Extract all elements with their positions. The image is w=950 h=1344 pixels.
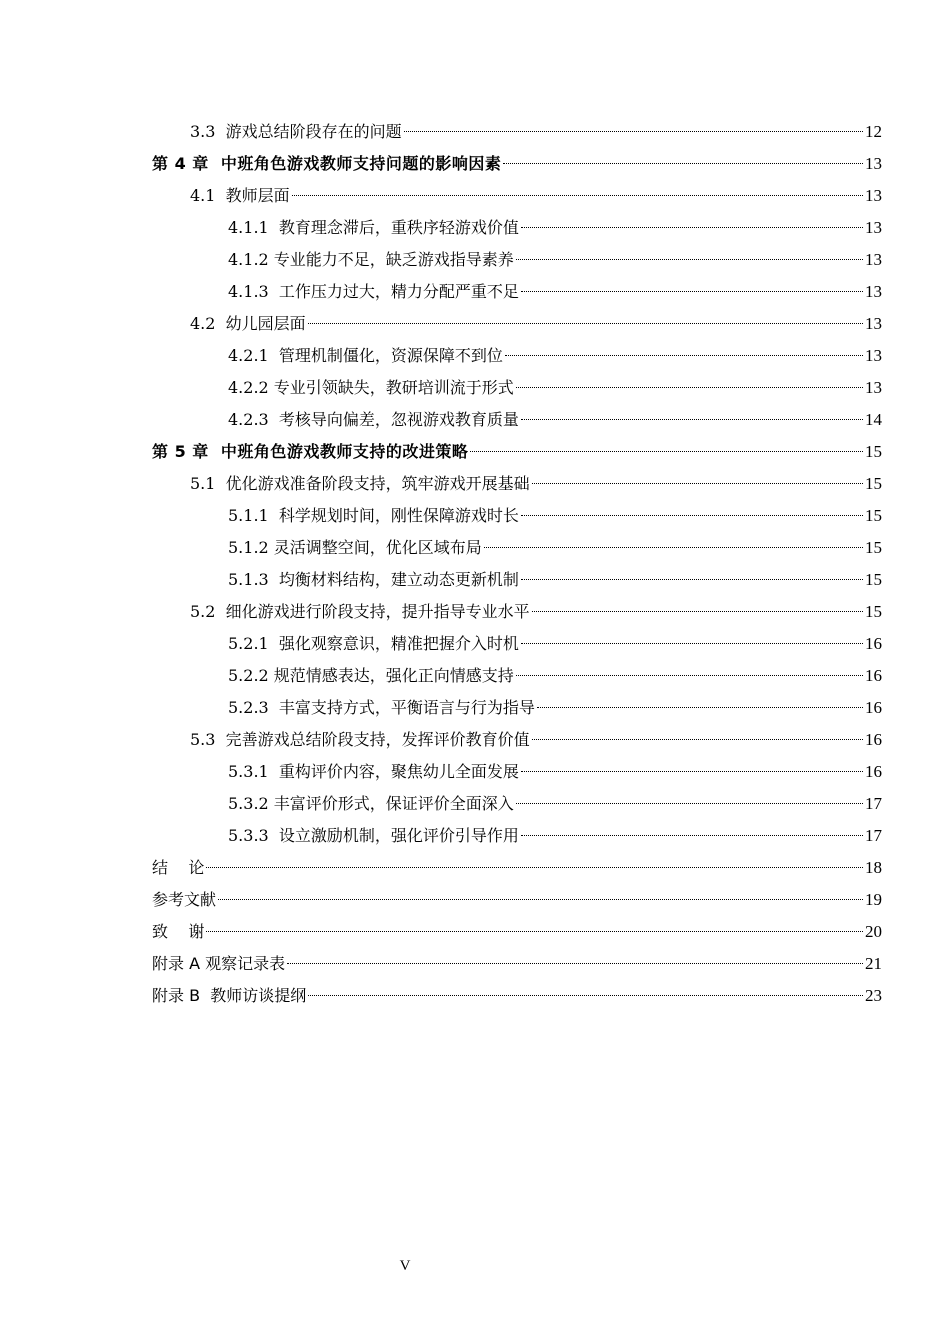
dot-leader [516, 259, 863, 260]
dot-leader [537, 707, 863, 708]
toc-entry[interactable] [152, 820, 882, 852]
toc-entry-page: 17 [865, 826, 882, 845]
toc-entry[interactable] [152, 596, 882, 628]
toc-entry-page: 15 [865, 570, 882, 589]
toc-entry[interactable] [152, 436, 882, 468]
dot-leader [521, 227, 863, 228]
toc-entry-title: 3.3 游戏总结阶段存在的问题 [190, 122, 402, 141]
toc-entry[interactable] [152, 692, 882, 724]
toc-entry[interactable] [152, 724, 882, 756]
toc-entry[interactable] [152, 884, 882, 916]
dot-leader [503, 163, 863, 164]
toc-entry[interactable] [152, 980, 882, 1012]
toc-entry-title: 5.1.1 科学规划时间，刚性保障游戏时长 [228, 506, 519, 525]
dot-leader [404, 131, 863, 132]
dot-leader [521, 771, 863, 772]
toc-entry-title: 第 4 章 中班角色游戏教师支持问题的影响因素 [152, 154, 502, 173]
page-number: V [399, 1258, 411, 1274]
dot-leader [521, 515, 863, 516]
dot-leader [470, 451, 863, 452]
toc-entry[interactable] [152, 180, 882, 212]
toc-entry-title: 4.2.1 管理机制僵化，资源保障不到位 [228, 346, 503, 365]
toc-entry-title: 4.1 教师层面 [190, 186, 290, 205]
toc-entry-title: 4.2.3 考核导向偏差，忽视游戏教育质量 [228, 410, 519, 429]
dot-leader [287, 963, 863, 964]
toc-entry-title: 4.2 幼儿园层面 [190, 314, 306, 333]
toc-entry-title: 5.1 优化游戏准备阶段支持，筑牢游戏开展基础 [190, 474, 530, 493]
toc-entry[interactable] [152, 788, 882, 820]
toc-entry[interactable] [152, 852, 882, 884]
dot-leader [505, 355, 863, 356]
toc-entry[interactable] [152, 468, 882, 500]
toc-entry-title: 致 谢 [152, 922, 205, 941]
toc-entry[interactable] [152, 340, 882, 372]
toc-entry-title: 5.3 完善游戏总结阶段支持，发挥评价教育价值 [190, 730, 530, 749]
toc-entry-title: 5.1.3 均衡材料结构，建立动态更新机制 [228, 570, 519, 589]
toc-entry[interactable] [152, 148, 882, 180]
toc-entry-page: 15 [865, 474, 882, 493]
toc-entry[interactable] [152, 212, 882, 244]
toc-entry-page: 16 [865, 666, 882, 685]
dot-leader [532, 611, 863, 612]
toc-entry[interactable] [152, 404, 882, 436]
toc-entry-page: 15 [865, 538, 882, 557]
dot-leader [521, 419, 863, 420]
toc-entry-page: 13 [865, 250, 882, 269]
toc-entry-title: 4.2.2 专业引领缺失，教研培训流于形式 [228, 378, 514, 397]
toc-entry-title: 4.1.3 工作压力过大，精力分配严重不足 [228, 282, 519, 301]
dot-leader [308, 995, 863, 996]
toc-entry-page: 14 [865, 410, 882, 429]
toc-entry-title: 结 论 [152, 858, 205, 877]
toc-entry-page: 13 [865, 346, 882, 365]
toc-entry[interactable] [152, 244, 882, 276]
dot-leader [521, 579, 863, 580]
toc-entry-title: 5.2.2 规范情感表达，强化正向情感支持 [228, 666, 514, 685]
toc-entry[interactable] [152, 372, 882, 404]
toc-entry-title: 5.3.1 重构评价内容，聚焦幼儿全面发展 [228, 762, 519, 781]
table-of-contents [152, 116, 882, 1012]
toc-entry[interactable] [152, 916, 882, 948]
toc-entry-title: 4.1.2 专业能力不足，缺乏游戏指导素养 [228, 250, 514, 269]
dot-leader [206, 931, 863, 932]
toc-entry-page: 20 [865, 922, 882, 941]
dot-leader [516, 387, 863, 388]
toc-entry-title: 5.1.2 灵活调整空间，优化区域布局 [228, 538, 482, 557]
toc-entry[interactable] [152, 948, 882, 980]
toc-entry[interactable] [152, 276, 882, 308]
toc-entry-page: 13 [865, 314, 882, 333]
toc-entry[interactable] [152, 500, 882, 532]
toc-entry[interactable] [152, 564, 882, 596]
toc-entry[interactable] [152, 628, 882, 660]
toc-entry-page: 16 [865, 762, 882, 781]
toc-entry-page: 15 [865, 506, 882, 525]
toc-entry-page: 19 [865, 890, 882, 909]
toc-entry[interactable] [152, 532, 882, 564]
toc-entry-page: 15 [865, 442, 882, 461]
toc-entry[interactable] [152, 756, 882, 788]
dot-leader [516, 803, 863, 804]
toc-entry-title: 5.2.3 丰富支持方式，平衡语言与行为指导 [228, 698, 535, 717]
dot-leader [308, 323, 863, 324]
dot-leader [516, 675, 863, 676]
toc-entry-page: 15 [865, 602, 882, 621]
toc-entry-title: 5.2.1 强化观察意识，精准把握介入时机 [228, 634, 519, 653]
toc-entry-page: 23 [865, 986, 882, 1005]
toc-entry-page: 13 [865, 218, 882, 237]
toc-entry[interactable] [152, 116, 882, 148]
dot-leader [292, 195, 863, 196]
toc-entry-page: 13 [865, 378, 882, 397]
dot-leader [532, 483, 863, 484]
dot-leader [521, 643, 863, 644]
toc-entry-page: 13 [865, 282, 882, 301]
toc-entry-page: 16 [865, 698, 882, 717]
toc-entry-title: 第 5 章 中班角色游戏教师支持的改进策略 [152, 442, 469, 461]
toc-entry-page: 18 [865, 858, 882, 877]
toc-entry-page: 12 [865, 122, 882, 141]
toc-entry-page: 16 [865, 634, 882, 653]
dot-leader [521, 835, 863, 836]
dot-leader [532, 739, 863, 740]
toc-entry-title: 5.3.2 丰富评价形式，保证评价全面深入 [228, 794, 514, 813]
toc-entry-page: 13 [865, 154, 882, 173]
toc-entry-title: 参考文献 [152, 890, 217, 909]
toc-entry-title: 附录 B 教师访谈提纲 [152, 986, 307, 1005]
dot-leader [206, 867, 863, 868]
toc-entry-title: 附录 A 观察记录表 [152, 954, 286, 973]
toc-entry-title: 5.3.3 设立激励机制，强化评价引导作用 [228, 826, 519, 845]
toc-entry-page: 13 [865, 186, 882, 205]
toc-entry[interactable] [152, 308, 882, 340]
dot-leader [218, 899, 863, 900]
toc-entry-page: 21 [865, 954, 882, 973]
toc-entry-title: 4.1.1 教育理念滞后，重秩序轻游戏价值 [228, 218, 519, 237]
dot-leader [484, 547, 863, 548]
toc-entry[interactable] [152, 660, 882, 692]
toc-entry-title: 5.2 细化游戏进行阶段支持，提升指导专业水平 [190, 602, 530, 621]
toc-entry-page: 16 [865, 730, 882, 749]
dot-leader [521, 291, 863, 292]
toc-entry-page: 17 [865, 794, 882, 813]
